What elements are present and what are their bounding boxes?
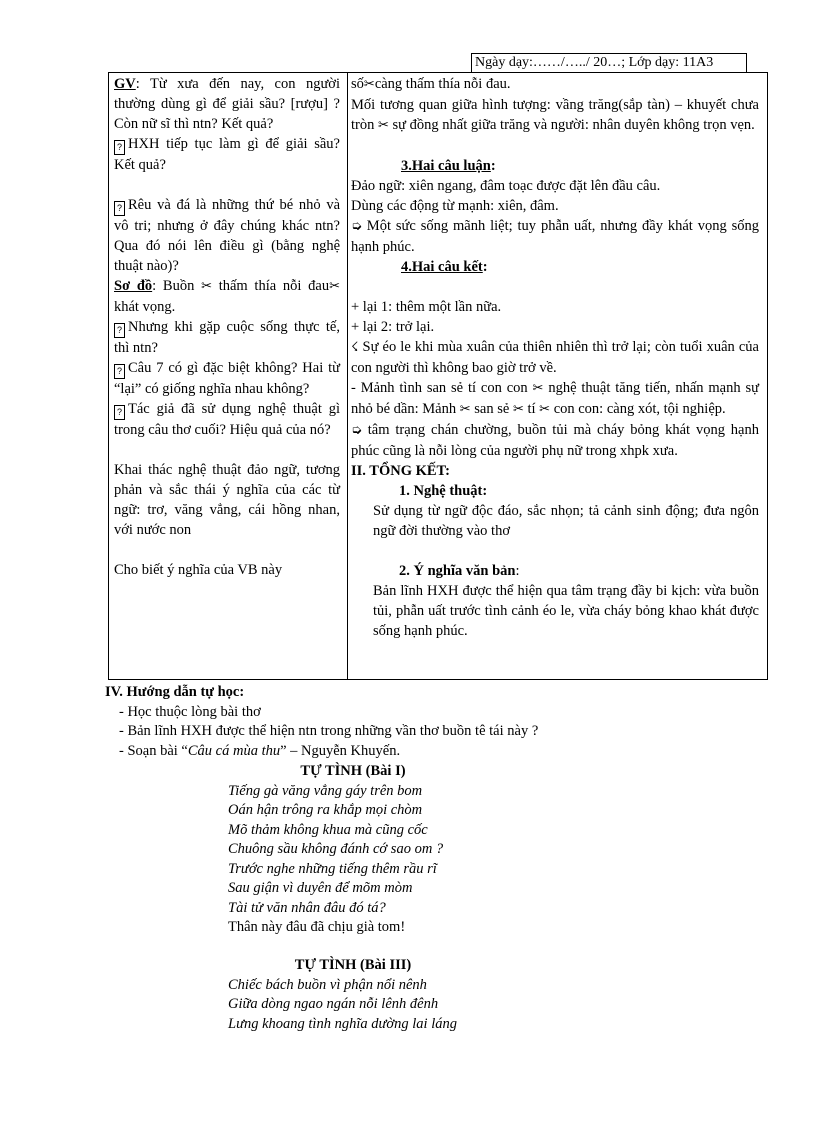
content-line: Sử dụng từ ngữ độc đáo, sắc nhọn; tả cảnh sinh động; đưa ngôn ngữ đời thường vào thơ	[373, 503, 759, 539]
art-heading: 1. Nghệ thuật:	[399, 483, 488, 499]
scissors-icon: ✂	[539, 402, 551, 417]
question-8: Khai thác nghệ thuật đảo ngữ, tương phản và sắc thái ý nghĩa của các từ ngữ: trơ, văng vẳng, cái hồng nhan, với nước non	[114, 462, 340, 538]
guide-item: - Học thuộc lòng bài thơ	[119, 703, 261, 720]
poem-title: TỰ TÌNH (Bài I)	[300, 763, 406, 779]
content-line: + lại 2: trở lại.	[351, 319, 435, 335]
content-line: Đảo ngữ: xiên ngang, đâm toạc được đặt lên đầu câu.	[351, 178, 661, 194]
poem-line: Chuông sầu không đánh cớ sao om ?	[228, 841, 444, 857]
scissors-icon: ✂	[377, 118, 389, 133]
content-line: số✂càng thấm thía nỗi đau.	[351, 76, 511, 92]
question-3: ? Rêu và đá là những thứ bé nhỏ và vô tri; nhưng ở đây chúng khác ntn? Qua đó nói lên điều gì (bằng nghệ thuật nào)?	[114, 197, 340, 274]
poem-line: Tài tử văn nhân đâu đó tá?	[228, 899, 386, 916]
summary-heading: II. TỔNG KẾT:	[351, 463, 450, 479]
content-column	[351, 74, 759, 641]
content-line: + lại 1: thêm một lần nữa.	[351, 299, 502, 315]
table-column-divider	[347, 72, 348, 680]
question-mark-icon: ?	[114, 201, 125, 216]
poem-line: Chiếc bách buồn vì phận nổi nênh	[228, 976, 427, 993]
diagram-label: Sơ đồ	[114, 278, 153, 294]
content-line: Mối tương quan giữa hình tượng: vầng trăng(sắp tàn) – khuyết chưa tròn ✂ sự đồng nhất giữa trăng và người: nhân duyên không trọn vẹn.	[351, 97, 759, 133]
poem-line: Oán hận trông ra khắp mọi chòm	[228, 802, 423, 818]
poem-line: Giữa dòng ngao ngán nỗi lênh đênh	[228, 996, 439, 1012]
section-heading-3: 3.Hai câu luận:	[401, 158, 496, 174]
question-6: ? Câu 7 có gì đặc biệt không? Hai từ “lại” có giống nghĩa nhau không?	[114, 360, 340, 397]
question-mark-icon: ?	[114, 405, 125, 420]
teacher-questions-column	[114, 74, 340, 580]
question-mark-icon: ?	[114, 140, 125, 155]
guide-item: - Soạn bài “Câu cá mùa thu” – Nguyễn Khuyến.	[119, 742, 401, 759]
poem-line: Trước nghe những tiếng thêm rầu rĩ	[228, 860, 437, 877]
poem-tu-tinh-3	[228, 956, 478, 1034]
content-line: Bản lĩnh HXH được thể hiện qua tâm trạng đầy bi kịch: vừa buồn tủi, phẫn uất trước tình cảnh éo le, vừa cháy bỏng khao khát được sống hạnh phúc.	[373, 583, 759, 639]
diagram-note: Sơ đồ: Buồn ✂ thấm thía nỗi đau✂ khát vọng.	[114, 278, 340, 315]
poem-title: TỰ TÌNH (Bài III)	[294, 957, 412, 973]
guide-item: - Bản lĩnh HXH được thể hiện ntn trong những vần thơ buồn tê tái này ?	[119, 723, 539, 739]
meaning-heading: 2. Ý nghĩa văn bản:	[399, 563, 520, 579]
arrow-icon: ➭	[351, 219, 362, 234]
question-mark-icon: ?	[114, 364, 125, 379]
poem-line: Lưng khoang tình nghĩa dường lai láng	[228, 1015, 457, 1032]
self-study-guide	[105, 683, 538, 761]
content-line: Dùng các động từ mạnh: xiên, đâm.	[351, 198, 559, 214]
guide-title: IV. Hướng dẫn tự học:	[105, 684, 245, 700]
question-1: GV: Từ xưa đến nay, con người thường dùng gì để giải sầu? [rượu] ? Còn nữ sĩ thì ntn? Kết quả?	[114, 76, 340, 132]
gv-label: GV	[114, 76, 136, 92]
scissors-icon: ✂	[363, 77, 375, 92]
scissors-icon: ✂	[512, 402, 524, 417]
question-9: Cho biết ý nghĩa của VB này	[114, 562, 283, 578]
content-line: - Mảnh tình san sẻ tí con con ✂ nghệ thuật tăng tiến, nhấn mạnh sự nhỏ bé dần: Mảnh ✂ san sẻ ✂ tí ✂ con con: càng xót, tội nghiệp.	[351, 380, 759, 417]
scissors-icon: ✂	[329, 279, 340, 294]
content-line: ➭ Một sức sống mãnh liệt; tuy phẫn uất, nhưng đầy khát vọng sống hạnh phúc.	[351, 218, 759, 255]
poem-line: Thân này đâu đã chịu già tom!	[228, 919, 406, 935]
question-5: ? Nhưng khi gặp cuộc sống thực tế, thì ntn?	[114, 319, 340, 356]
content-line: ☇ Sự éo le khi mùa xuân của thiên nhiên thì trở lại; còn tuổi xuân của con người thì không bao giờ trở về.	[351, 339, 759, 376]
question-7: ? Tác giả đã sử dụng nghệ thuật gì trong câu thơ cuối? Hiệu quả của nó?	[114, 401, 340, 438]
poem-tu-tinh-1	[228, 762, 478, 938]
scissors-icon: ✂	[459, 402, 471, 417]
section-heading-4: 4.Hai câu kết:	[401, 259, 488, 275]
question-mark-icon: ?	[114, 323, 125, 338]
scissors-icon: ✂	[201, 279, 212, 294]
poem-line: Tiếng gà văng vẳng gáy trên bom	[228, 782, 423, 799]
poem-line: Mõ thảm không khua mà cũng cốc	[228, 821, 428, 838]
question-2: ? HXH tiếp tục làm gì để giải sầu? Kết quả?	[114, 136, 340, 173]
lesson-date-header: Ngày dạy:……/…../ 20…; Lớp dạy: 11A3	[471, 53, 747, 73]
poem-line: Sau giận vì duyên để mõm mòm	[228, 880, 413, 896]
content-line: ➭ tâm trạng chán chường, buồn tủi mà cháy bỏng khát vọng hạnh phúc cũng là nỗi lòng của người phụ nữ trong xhpk xưa.	[351, 422, 759, 459]
scissors-icon: ✂	[532, 381, 544, 396]
arrow-icon: ➭	[351, 423, 362, 438]
left-arrow-icon: ☇	[351, 340, 359, 355]
